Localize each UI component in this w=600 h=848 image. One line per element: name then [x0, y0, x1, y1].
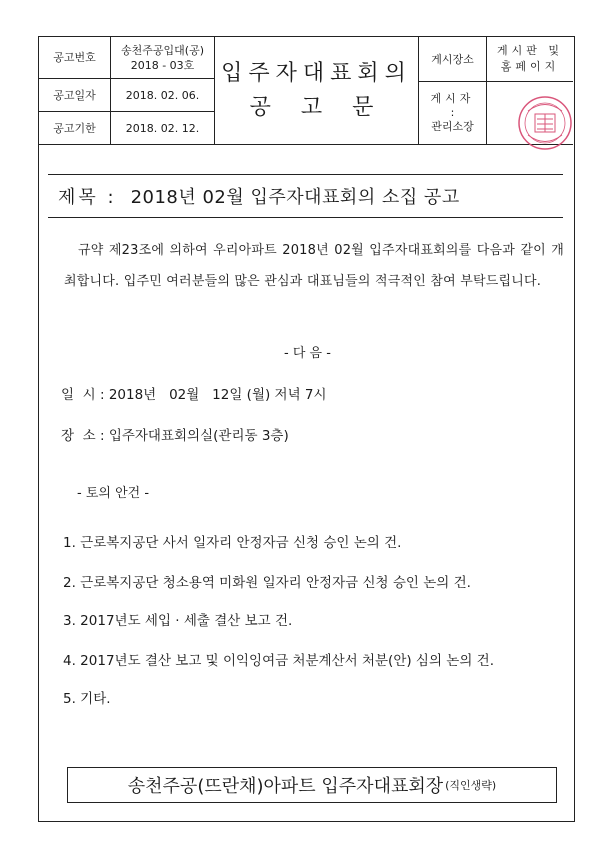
notice-document: [38, 36, 575, 822]
signature-text: 송천주공(뜨란채)아파트 입주자대표회장: [127, 776, 444, 797]
signature-note: (직인생략): [445, 779, 497, 792]
place-value: 입주자대표회의실(관리동 3층): [108, 428, 289, 444]
official-seal-stamp: [516, 94, 574, 152]
agenda-item: 5. 기타.: [63, 691, 111, 707]
notice-period-value: 2018. 02. 12.: [111, 112, 215, 145]
place-label: 장 소 :: [61, 428, 105, 444]
poster-line3: 관리소장: [431, 120, 474, 133]
poster-label: [419, 82, 487, 145]
notice-number-label: 공고번호: [39, 37, 111, 79]
signature-box: [67, 767, 557, 803]
datetime-label: 일 시 :: [61, 387, 105, 403]
subject-line: [48, 174, 563, 218]
agenda-item: 2. 근로복지공단 청소용역 미화원 일자리 안정자금 신청 승인 논의 건.: [63, 575, 471, 591]
posting-place-value: [487, 37, 573, 82]
notice-period-label: 공고기한: [39, 112, 111, 145]
notice-number-value: [111, 37, 215, 79]
posting-place-label: 게시장소: [419, 37, 487, 82]
agenda-item: 3. 2017년도 세입 · 세출 결산 보고 건.: [63, 613, 293, 629]
agenda-header: - 토의 안건 -: [77, 486, 150, 501]
place-row: [61, 424, 289, 444]
subject-label: 제목 :: [58, 187, 117, 208]
document-title: [215, 37, 419, 145]
notice-date-value: 2018. 02. 06.: [111, 79, 215, 112]
posting-place-line2: 홈페이지: [500, 60, 560, 73]
datetime-value: 2018년 02월 12일 (월) 저녁 7시: [108, 387, 327, 403]
header-table: [39, 37, 573, 145]
notice-date-label: 공고일자: [39, 79, 111, 112]
agenda-item: 1. 근로복지공단 사서 일자리 안정자금 신청 승인 논의 건.: [63, 535, 402, 551]
agenda-item: 4. 2017년도 결산 보고 및 이익잉여금 처분계산서 처분(안) 심의 논의 건.: [63, 653, 494, 669]
next-heading: - 다 음 -: [284, 346, 331, 361]
body-paragraph: 규약 제23조에 의하여 우리아파트 2018년 02월 입주자대표회의를 다음과 같이 개최합니다. 입주민 여러분들의 많은 관심과 대표님들의 적극적인 참여 부탁드립니다.: [64, 243, 564, 289]
posting-place-line1: 게시판 및: [496, 44, 563, 57]
datetime-row: [61, 383, 327, 403]
subject-text: 2018년 02월 입주자대표회의 소집 공고: [130, 187, 460, 208]
title-line2: 공고문: [249, 94, 404, 120]
poster-line2: :: [450, 106, 455, 119]
notice-number-line2: 2018 - 03호: [130, 58, 195, 72]
notice-number-line1: 송천주공입대(공): [121, 43, 204, 57]
poster-line1: 게시자: [430, 92, 475, 105]
title-line1: 입주자대표회의: [221, 60, 412, 86]
